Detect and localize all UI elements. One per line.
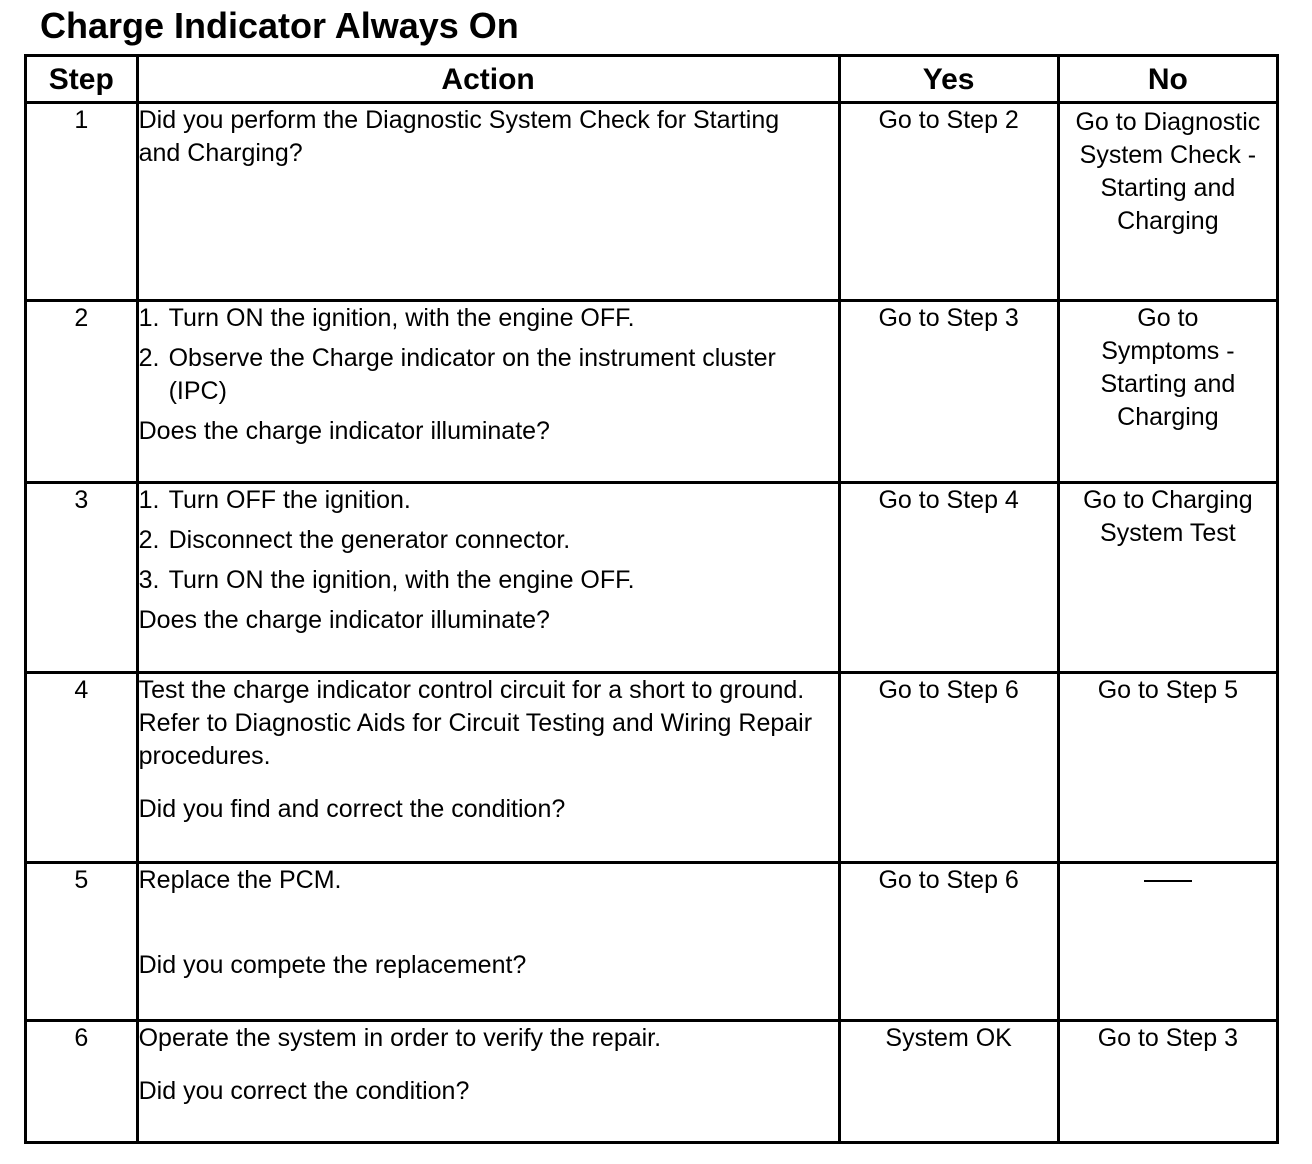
- item-text: Turn ON the ignition, with the engine OFF.: [168, 566, 635, 594]
- action-question: Did you compete the replacement?: [138, 951, 527, 979]
- table-row: [26, 103, 1278, 301]
- action-question: Does the charge indicator illuminate?: [138, 417, 550, 445]
- diagnostic-table: [24, 54, 1279, 1144]
- header-no: No: [1058, 56, 1277, 103]
- yes-result: Go to Step 6: [839, 863, 1058, 1021]
- action-question: Did you correct the condition?: [138, 1077, 470, 1105]
- item-text: Turn OFF the ignition.: [168, 486, 411, 514]
- item-number: 1.: [138, 304, 160, 332]
- list-item: [139, 484, 838, 517]
- yes-result: Go to Step 2: [839, 103, 1058, 301]
- table-row: [26, 673, 1278, 863]
- action-question: Does the charge indicator illuminate?: [138, 606, 550, 634]
- action-text: Replace the PCM.: [138, 866, 342, 894]
- yes-result: Go to Step 4: [839, 483, 1058, 673]
- step-number: 5: [26, 863, 138, 1021]
- list-item: [139, 342, 838, 408]
- item-text: Disconnect the generator connector.: [168, 526, 571, 554]
- no-result-cell: [1058, 863, 1277, 1021]
- item-number: 3.: [138, 566, 160, 594]
- step-number: 1: [26, 103, 138, 301]
- action-cell: [137, 301, 839, 483]
- no-result: Go to Diagnostic System Check - Starting and Charging: [1058, 103, 1277, 301]
- table-row: [26, 483, 1278, 673]
- item-number: 1.: [138, 486, 160, 514]
- no-result: Go to Step 5: [1058, 673, 1277, 863]
- no-result: Go to Symptoms - Starting and Charging: [1058, 301, 1277, 483]
- not-applicable-dash: [1144, 880, 1192, 882]
- action-cell: [137, 863, 839, 1021]
- list-item: [139, 302, 838, 335]
- no-result: Go to Step 3: [1058, 1021, 1277, 1143]
- step-number: 2: [26, 301, 138, 483]
- table-row: [26, 301, 1278, 483]
- yes-result: Go to Step 6: [839, 673, 1058, 863]
- table-row: [26, 1021, 1278, 1143]
- action-text: Did you perform the Diagnostic System Check for Starting and Charging?: [138, 106, 780, 167]
- table-header-row: [26, 56, 1278, 103]
- action-cell: [137, 673, 839, 863]
- page-title: Charge Indicator Always On: [40, 5, 519, 46]
- list-item: [139, 564, 838, 597]
- step-number: 6: [26, 1021, 138, 1143]
- item-text: Observe the Charge indicator on the instrument cluster (IPC): [168, 344, 776, 405]
- action-question: Did you find and correct the condition?: [138, 795, 566, 823]
- header-action: Action: [137, 56, 839, 103]
- item-number: 2.: [138, 526, 160, 554]
- item-text: Turn ON the ignition, with the engine OFF.: [168, 304, 635, 332]
- step-number: 4: [26, 673, 138, 863]
- action-cell: [137, 483, 839, 673]
- action-text: Operate the system in order to verify the repair.: [138, 1024, 662, 1052]
- action-cell: [137, 103, 839, 301]
- action-cell: [137, 1021, 839, 1143]
- list-item: [139, 524, 838, 557]
- item-number: 2.: [138, 344, 160, 372]
- yes-result: Go to Step 3: [839, 301, 1058, 483]
- header-yes: Yes: [839, 56, 1058, 103]
- yes-result: System OK: [839, 1021, 1058, 1143]
- no-result: Go to Charging System Test: [1058, 483, 1277, 673]
- step-number: 3: [26, 483, 138, 673]
- action-text: Test the charge indicator control circuit for a short to ground. Refer to Diagnostic Aids for Circuit Testing and Wiring Repair procedures.: [138, 676, 813, 770]
- table-row: [26, 863, 1278, 1021]
- header-step: Step: [26, 56, 138, 103]
